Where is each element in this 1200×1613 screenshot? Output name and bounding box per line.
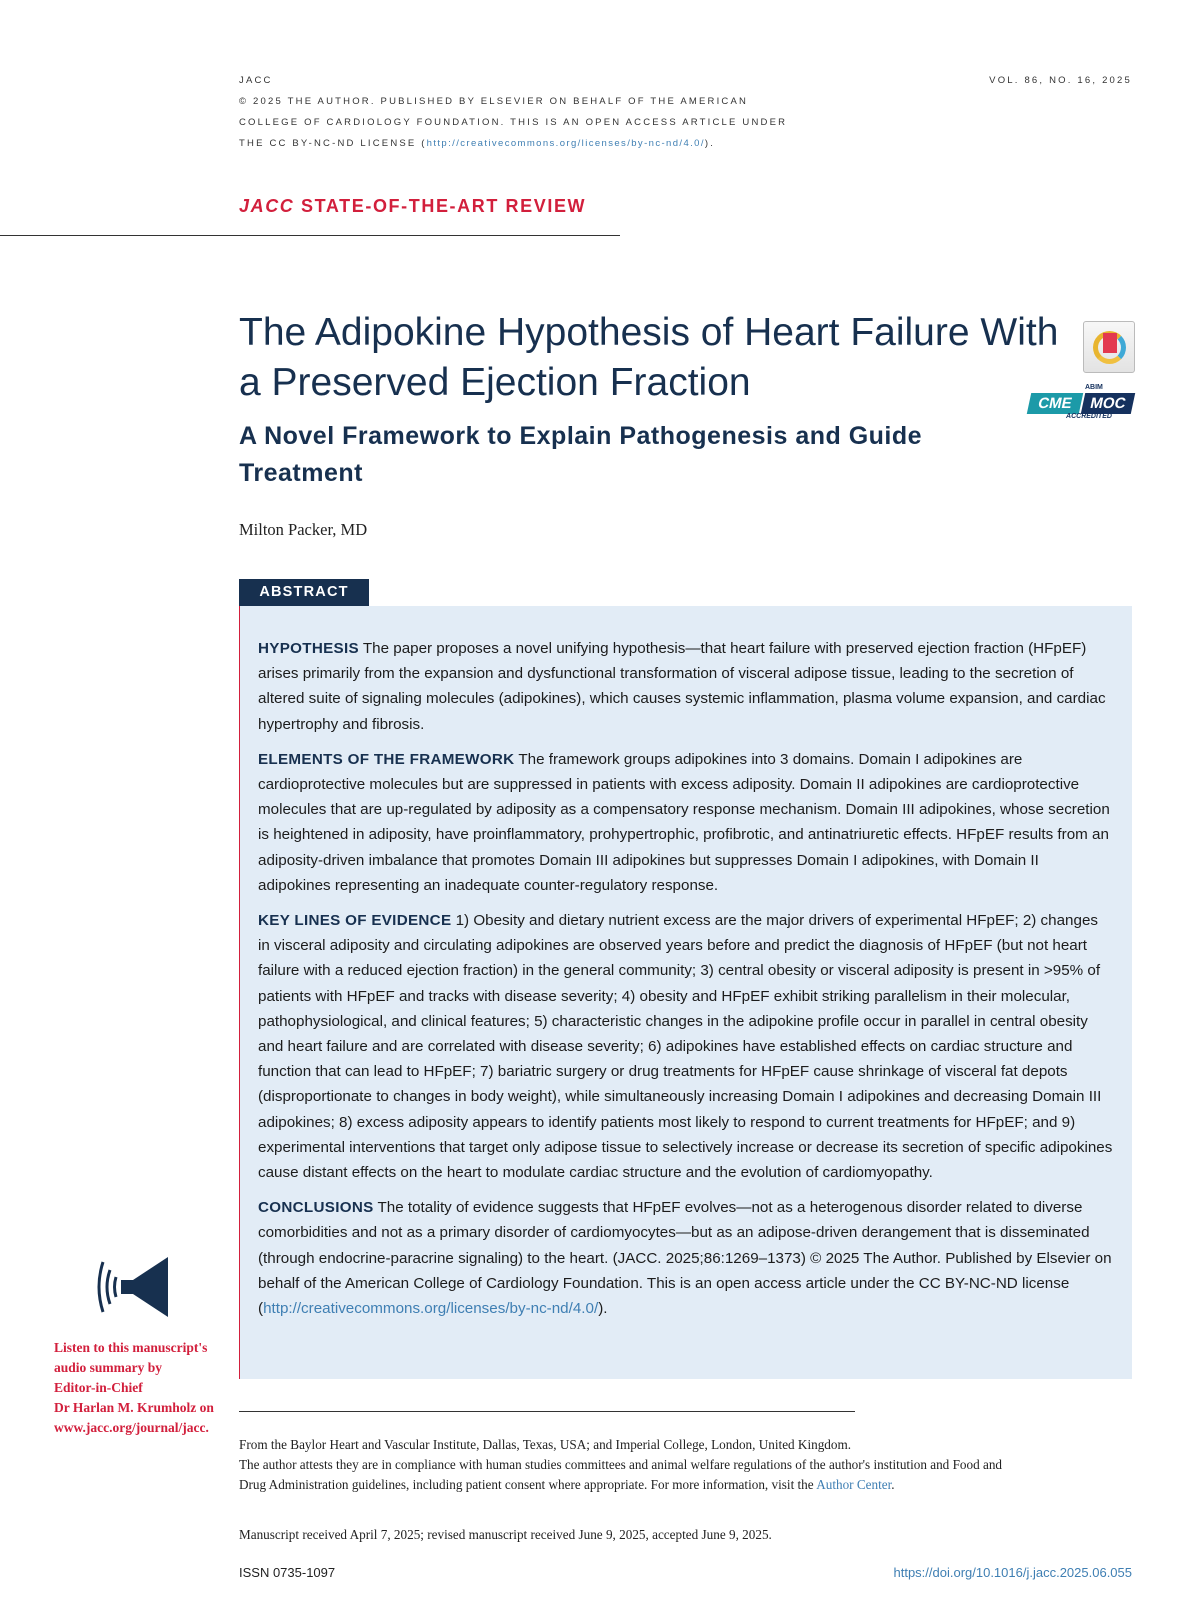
abstract-elements — [258, 747, 1114, 898]
article-title: The Adipokine Hypothesis of Heart Failure With a Preserved Ejection Fraction — [239, 311, 1059, 404]
audio-line-5: www.jacc.org/journal/jacc. — [54, 1420, 209, 1435]
elements-text: The framework groups adipokines into 3 domains. Domain I adipokines are cardioprotective molecules but are suppressed in patients with excess adiposity. Domain II adipokines are cardioprotective molecules that are up-regulated by adiposity as a compensatory response mechanism. Domain III adipokines, whose secretion is heightened in adiposity, have proinflammatory, prohypertrophic, profibrotic, and antinatriuretic effects. HFpEF results from an adiposity-driven imbalance that promotes Domain III adipokines but suppresses Domain I adipokines, with Domain II adipokines representing an inadequate counter-regulatory response. — [258, 750, 1110, 894]
copyright-line-3 — [239, 133, 787, 154]
attestation-text: The author attests they are in compliance with human studies committees and animal welfare regulations of the author's institution and Food and Drug Administration guidelines, including patient consent where appropriate. For more information, visit the — [239, 1457, 1003, 1492]
crossmark-icon[interactable] — [1083, 321, 1135, 373]
author-name[interactable]: Milton Packer, MD — [239, 520, 368, 539]
license-link[interactable]: http://creativecommons.org/licenses/by-nc-nd/4.0/ — [426, 138, 705, 149]
footnote-divider — [239, 1411, 855, 1412]
speaker-wave-mid — [107, 1270, 110, 1304]
conclusions-license-link[interactable]: http://creativecommons.org/licenses/by-nc-nd/4.0/ — [263, 1300, 599, 1318]
speaker-wave-outer — [99, 1262, 103, 1312]
section-type: STATE-OF-THE-ART REVIEW — [301, 196, 587, 216]
header-block — [239, 70, 787, 154]
crossmark-bookmark — [1103, 333, 1117, 353]
hypothesis-text: The paper proposes a novel unifying hypothesis—that heart failure with preserved ejection fraction (HFpEF) arises primarily from the expansion and dysfunctional transformation of visceral adipose tissue, leading to the secretion of altered suite of signaling molecules (adipokines), which causes systemic inflammation, plasma volume expansion, and cardiac hypertrophy and fibrosis. — [258, 640, 1106, 733]
copyright-line-3-end: ). — [704, 138, 716, 149]
attestation-end: . — [891, 1477, 895, 1492]
author-center-link[interactable]: Author Center — [816, 1477, 892, 1492]
section-label — [239, 196, 586, 217]
conclusions-text: The totality of evidence suggests that HFpEF evolves—not as a heterogenous disorder related to diverse comorbidities and not as a primary disorder of cardiomyocytes—but as an adipose-driven derangement that is disseminated (through endocrine-paracrine signaling) to the heart. (JACC. 2025;86:1269–1373) © 2025 The Author. Published by Elsevier on behalf of the American College of Cardiology Foundation. This is an open access article under the CC BY-NC-ND license ( — [258, 1199, 1112, 1318]
cme-moc-badge[interactable] — [1027, 384, 1135, 422]
footnote-received: Manuscript received April 7, 2025; revised manuscript received June 9, 2025, accepted June 9, 2025. — [239, 1527, 772, 1542]
copyright-line-2: COLLEGE OF CARDIOLOGY FOUNDATION. THIS IS AN OPEN ACCESS ARTICLE UNDER — [239, 117, 788, 128]
doi-link[interactable]: https://doi.org/10.1016/j.jacc.2025.06.055 — [893, 1565, 1132, 1580]
hypothesis-heading: HYPOTHESIS — [258, 640, 359, 657]
footnote-attestation — [239, 1455, 1019, 1495]
evidence-heading: KEY LINES OF EVIDENCE — [258, 912, 452, 930]
audio-line-4: Dr Harlan M. Krumholz on — [54, 1400, 214, 1415]
conclusions-end: ). — [598, 1300, 608, 1318]
abstract-box — [239, 606, 1132, 1379]
abstract-conclusions — [258, 1195, 1114, 1321]
elements-heading: ELEMENTS OF THE FRAMEWORK — [258, 750, 515, 768]
section-divider — [0, 235, 620, 236]
abstract-hypothesis — [258, 636, 1114, 737]
audio-line-3: Editor-in-Chief — [54, 1380, 143, 1395]
issn: ISSN 0735-1097 — [239, 1565, 336, 1580]
abim-label: ABIM — [1085, 384, 1103, 391]
accredited-label: ACCREDITED — [1066, 413, 1112, 420]
section-journal: JACC — [239, 196, 295, 216]
speaker-cone — [121, 1257, 168, 1317]
abstract-tab: ABSTRACT — [239, 579, 369, 606]
speaker-icon[interactable] — [93, 1252, 173, 1322]
cme-label: CME — [1027, 393, 1083, 414]
evidence-text: 1) Obesity and dietary nutrient excess are the major drivers of experimental HFpEF; 2) changes in visceral adiposity and circulating adipokines are observed years before and predict the diagnosis of HFpEF (but not heart failure with a reduced ejection fraction) in the general community; 3) central obesity or visceral adiposity is present in >95% of patients with HFpEF and tracks with disease severity; 4) obesity and HFpEF exhibit striking parallelism in their molecular, pathophysiological, and clinical features; 5) characteristic changes in the adipokine profile occur in parallel in central obesity and heart failure and are correlated with disease severity; 6) adipokines have established effects on cardiac structure and function that can lead to HFpEF; 7) bariatric surgery or drug treatments for HFpEF cause shrinkage of visceral fat depots (disproportionate to changes in body weight), while simultaneously increasing Domain I adipokines and decreasing Domain III adipokines; 8) excess adiposity appears to identify patients most likely to respond to current treatments for HFpEF; and 9) experimental interventions that target only adipose tissue to selectively increase or decrease its secretion of specific adipokines cause distant effects on the heart to modulate cardiac structure and the evolution of cardiomyopathy. — [258, 912, 1113, 1182]
journal-name: JACC — [239, 75, 273, 86]
copyright-line-1: © 2025 THE AUTHOR. PUBLISHED BY ELSEVIER ON BEHALF OF THE AMERICAN — [239, 96, 749, 107]
audio-line-1: Listen to this manuscript's — [54, 1340, 208, 1355]
article-subtitle: A Novel Framework to Explain Pathogenesis and Guide Treatment — [239, 422, 923, 487]
moc-label: MOC — [1081, 393, 1135, 414]
speaker-wave-inner — [115, 1277, 117, 1297]
conclusions-heading: CONCLUSIONS — [258, 1199, 374, 1217]
copyright-line-3-text: THE CC BY-NC-ND LICENSE ( — [239, 138, 427, 149]
volume-info: VOL. 86, NO. 16, 2025 — [989, 75, 1132, 86]
footnote-affiliation: From the Baylor Heart and Vascular Institute, Dallas, Texas, USA; and Imperial College, London, United Kingdom. — [239, 1437, 852, 1452]
abstract-evidence — [258, 908, 1114, 1185]
audio-line-2: audio summary by — [54, 1360, 163, 1375]
audio-summary-note[interactable] — [54, 1338, 244, 1438]
